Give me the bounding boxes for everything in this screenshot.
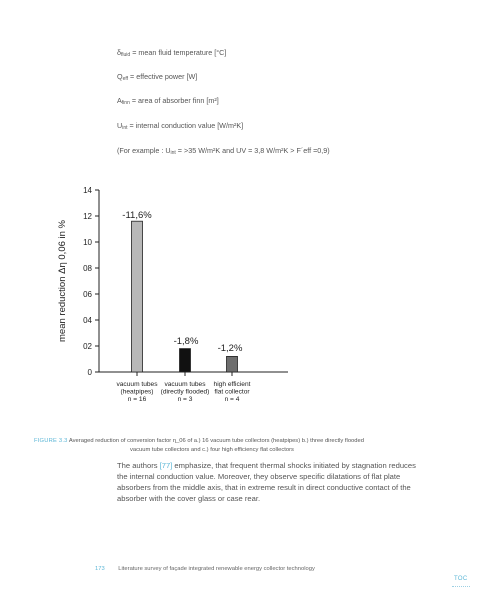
data-label-2: -1,8% [173, 336, 199, 347]
example-pre: (For example : U [117, 146, 171, 155]
y-tick-label: 0 [87, 368, 92, 377]
example-post: = >35 W/m²K and UV = 3,8 W/m²K > F´eff =0,9) [175, 146, 330, 155]
running-title: Literature survey of façade integrated renewable energy collector technology [118, 566, 315, 572]
category-label: (heatpipes) [120, 388, 154, 396]
category-label: (directly flooded) [160, 388, 210, 396]
y-tick-label: 14 [83, 186, 92, 195]
example-subscript: int [170, 150, 176, 156]
example-note [117, 146, 330, 156]
data-label-1: -11,6% [122, 210, 152, 221]
y-tick-label: 10 [83, 238, 92, 247]
definition-absorber-area [117, 96, 219, 106]
paragraph-start: The authors [117, 461, 160, 470]
category-label: flat collector [214, 388, 250, 396]
symbol: A [117, 96, 122, 105]
definition-effective-power [117, 72, 197, 82]
definition-text: = area of absorber finn [m²] [129, 96, 219, 105]
bar-2 [180, 349, 191, 372]
category-label: n = 16 [127, 396, 147, 403]
symbol-subscript: finn [121, 100, 130, 106]
toc-underline [452, 586, 470, 587]
toc-link[interactable]: TOC [454, 576, 468, 582]
citation-link[interactable]: [77] [159, 461, 173, 470]
y-tick-label: 08 [83, 264, 92, 273]
reduction-bar-chart [40, 180, 340, 430]
category-label: vacuum tubes [164, 381, 206, 388]
y-axis-label: mean reduction Δη 0,06 in % [57, 219, 68, 343]
chart-axes [57, 186, 288, 377]
y-tick-label: 04 [83, 316, 92, 325]
page-footer [95, 566, 315, 572]
symbol-subscript: int [122, 125, 128, 131]
symbol-subscript: fluid [121, 52, 131, 58]
definition-text: = mean fluid temperature [°C] [130, 48, 227, 57]
definition-conduction-value [117, 121, 243, 131]
bar-1 [132, 221, 143, 372]
symbol: U [117, 121, 123, 130]
y-tick-label: 06 [83, 290, 92, 299]
y-tick-label: 02 [83, 342, 92, 351]
caption-line-2: vacuum tube collectors and c.) four high efficiency flat collectors [130, 447, 294, 453]
category-label: vacuum tubes [116, 381, 158, 388]
caption-line-1: Averaged reduction of conversion factor η_06 of a.) 16 vacuum tube collectors (heatpipes) b.) three directly flooded [68, 438, 364, 444]
definition-fluid-temperature [117, 48, 226, 58]
category-label: n = 4 [224, 396, 240, 403]
symbol: Q [117, 72, 123, 81]
figure-label: FIGURE 3.3 [34, 438, 68, 444]
paragraph-rest: emphasize, that frequent thermal shocks initiated by stagnation reduces the internal conduction value. Moreover, they observe specific dilatations of flat plate absorbers from the middle axis, that in extreme result in direct conductive contact of the absorber with the cover glass or case rear. [117, 461, 416, 503]
bar-3 [227, 356, 238, 372]
category-label: high efficient [213, 381, 251, 388]
definition-text: = effective power [W] [128, 72, 198, 81]
symbol: δ [117, 48, 122, 57]
body-paragraph [117, 460, 417, 504]
page-number: 173 [95, 566, 105, 572]
definition-text: = internal conduction value [W/m²K] [127, 121, 244, 130]
data-label-3: -1,2% [217, 343, 243, 354]
figure-caption [34, 437, 454, 455]
y-tick-label: 12 [83, 212, 92, 221]
symbol-subscript: eff [122, 76, 129, 82]
category-label: n = 3 [177, 396, 193, 403]
